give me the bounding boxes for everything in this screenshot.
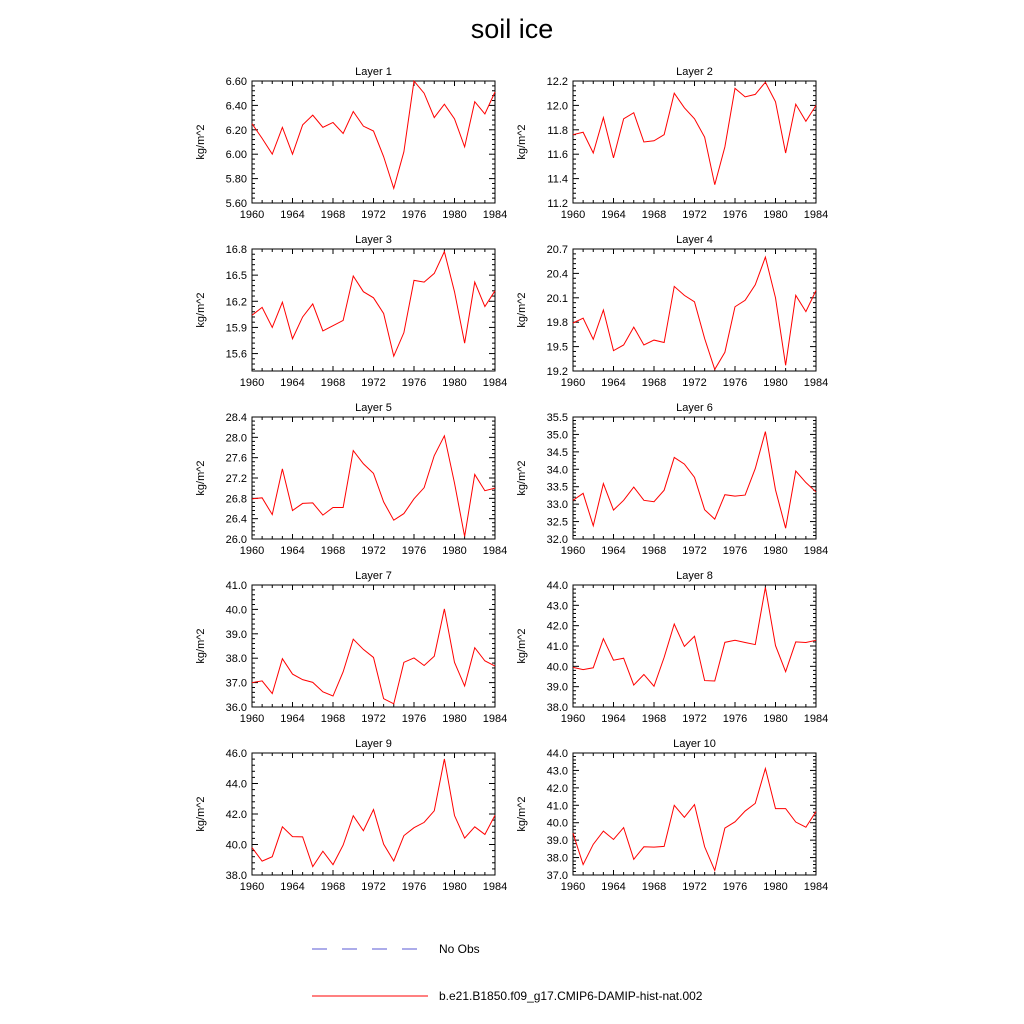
y-tick-label: 12.2 <box>546 76 568 88</box>
y-axis-label-layer-3: kg/m^2 <box>195 292 207 328</box>
x-tick-label: 1984 <box>803 377 829 389</box>
x-tick-label: 1968 <box>320 545 346 557</box>
y-tick-label: 33.5 <box>546 481 568 494</box>
y-tick-label: 11.6 <box>547 149 568 162</box>
y-tick-label: 43.0 <box>546 765 568 778</box>
y-tick-label: 11.2 <box>547 198 568 210</box>
x-tick-label: 1972 <box>682 713 707 725</box>
x-tick-label: 1968 <box>641 713 667 725</box>
y-axis-label-layer-2: kg/m^2 <box>516 124 528 160</box>
x-tick-label: 1972 <box>361 713 386 725</box>
series-line-layer-10 <box>573 769 816 871</box>
x-tick-label: 1960 <box>560 713 586 725</box>
y-tick-label: 44.0 <box>546 748 568 760</box>
panel-title-layer-2: Layer 2 <box>676 66 713 78</box>
panel-frame-layer-7 <box>252 585 495 707</box>
legend-model-label: b.e21.B1850.f09_g17.CMIP6-DAMIP-hist-nat.002 <box>439 989 703 1003</box>
x-tick-label: 1964 <box>280 377 305 389</box>
x-tick-label: 1976 <box>401 545 427 557</box>
y-tick-label: 27.6 <box>225 452 247 465</box>
x-tick-label: 1976 <box>401 713 427 725</box>
y-tick-label: 19.5 <box>546 341 568 354</box>
y-tick-label: 6.60 <box>225 76 247 88</box>
panel-frame-layer-8 <box>573 585 816 707</box>
y-tick-label: 44.0 <box>546 580 568 592</box>
x-tick-label: 1960 <box>239 545 265 557</box>
x-tick-label: 1964 <box>601 209 626 221</box>
x-tick-label: 1964 <box>280 545 305 557</box>
y-tick-label: 11.4 <box>547 173 568 186</box>
y-tick-label: 34.5 <box>546 446 568 459</box>
y-axis-label-layer-5: kg/m^2 <box>195 460 207 496</box>
x-tick-label: 1968 <box>320 377 346 389</box>
panel-frame-layer-4 <box>573 249 816 371</box>
x-tick-label: 1968 <box>320 209 346 221</box>
y-tick-label: 38.0 <box>546 702 568 714</box>
series-line-layer-9 <box>252 759 495 867</box>
x-tick-label: 1976 <box>722 377 748 389</box>
x-tick-label: 1980 <box>763 545 788 557</box>
x-tick-label: 1964 <box>601 545 626 557</box>
x-tick-label: 1984 <box>482 881 508 893</box>
series-line-layer-4 <box>573 257 816 369</box>
y-tick-label: 41.0 <box>225 580 247 592</box>
y-tick-label: 27.2 <box>225 473 247 485</box>
y-tick-label: 5.80 <box>225 173 247 186</box>
panel-frame-layer-9 <box>252 753 495 875</box>
y-tick-label: 35.0 <box>546 429 568 442</box>
x-tick-label: 1980 <box>442 209 467 221</box>
x-tick-label: 1984 <box>482 209 508 221</box>
y-tick-label: 40.0 <box>225 839 247 852</box>
y-tick-label: 41.0 <box>546 800 568 813</box>
panel-title-layer-8: Layer 8 <box>676 570 713 582</box>
x-tick-label: 1964 <box>601 377 626 389</box>
panel-frame-layer-1 <box>252 81 495 203</box>
x-tick-label: 1960 <box>239 881 265 893</box>
x-tick-label: 1972 <box>361 209 386 221</box>
y-tick-label: 26.8 <box>225 493 247 506</box>
x-tick-label: 1984 <box>803 713 829 725</box>
x-tick-label: 1984 <box>482 713 508 725</box>
series-line-layer-5 <box>252 436 495 537</box>
y-tick-label: 26.0 <box>225 534 247 546</box>
x-tick-label: 1964 <box>601 713 626 725</box>
y-tick-label: 20.7 <box>546 244 568 256</box>
x-tick-label: 1980 <box>763 881 788 893</box>
y-axis-label-layer-4: kg/m^2 <box>516 292 528 328</box>
series-line-layer-3 <box>252 252 495 357</box>
y-tick-label: 42.0 <box>225 809 247 821</box>
y-tick-label: 39.0 <box>546 681 568 694</box>
x-tick-label: 1968 <box>641 209 667 221</box>
x-tick-label: 1976 <box>401 377 427 389</box>
y-tick-label: 32.5 <box>546 516 568 529</box>
x-tick-label: 1960 <box>560 209 586 221</box>
x-tick-label: 1960 <box>560 881 586 893</box>
x-tick-label: 1972 <box>361 377 386 389</box>
y-tick-label: 15.9 <box>225 322 247 335</box>
y-tick-label: 20.4 <box>546 268 568 281</box>
y-tick-label: 6.00 <box>225 149 247 162</box>
x-tick-label: 1964 <box>280 209 305 221</box>
y-tick-label: 38.0 <box>225 870 247 882</box>
x-tick-label: 1960 <box>560 377 586 389</box>
x-tick-label: 1976 <box>401 209 427 221</box>
y-tick-label: 6.40 <box>225 100 247 113</box>
y-tick-label: 46.0 <box>225 748 247 760</box>
y-tick-label: 11.8 <box>547 124 568 137</box>
y-tick-label: 35.5 <box>546 412 568 424</box>
y-axis-label-layer-10: kg/m^2 <box>516 796 528 832</box>
y-tick-label: 15.6 <box>225 348 247 361</box>
y-axis-label-layer-6: kg/m^2 <box>516 460 528 496</box>
x-tick-label: 1972 <box>682 377 707 389</box>
y-tick-label: 36.0 <box>225 702 247 714</box>
y-tick-label: 34.0 <box>546 464 568 477</box>
x-tick-label: 1976 <box>722 713 748 725</box>
y-tick-label: 37.0 <box>225 677 247 690</box>
x-tick-label: 1968 <box>641 881 667 893</box>
page-title: soil ice <box>470 14 554 44</box>
x-tick-label: 1984 <box>803 209 829 221</box>
series-line-layer-7 <box>252 609 495 704</box>
y-axis-label-layer-8: kg/m^2 <box>516 628 528 664</box>
x-tick-label: 1964 <box>601 881 626 893</box>
panel-frame-layer-5 <box>252 417 495 539</box>
panel-title-layer-7: Layer 7 <box>355 570 392 582</box>
x-tick-label: 1972 <box>682 209 707 221</box>
series-line-layer-6 <box>573 432 816 529</box>
x-tick-label: 1968 <box>641 377 667 389</box>
y-axis-label-layer-9: kg/m^2 <box>195 796 207 832</box>
y-tick-label: 39.0 <box>225 628 247 641</box>
y-tick-label: 16.8 <box>225 244 247 256</box>
y-tick-label: 38.0 <box>546 852 568 865</box>
panel-title-layer-3: Layer 3 <box>355 234 392 246</box>
panel-title-layer-4: Layer 4 <box>676 234 713 246</box>
x-tick-label: 1968 <box>641 545 667 557</box>
x-tick-label: 1976 <box>722 881 748 893</box>
x-tick-label: 1980 <box>763 209 788 221</box>
y-tick-label: 40.0 <box>225 604 247 617</box>
x-tick-label: 1984 <box>803 545 829 557</box>
x-tick-label: 1960 <box>560 545 586 557</box>
x-tick-label: 1976 <box>401 881 427 893</box>
panel-title-layer-10: Layer 10 <box>673 738 716 750</box>
x-tick-label: 1976 <box>722 545 748 557</box>
x-tick-label: 1964 <box>280 881 305 893</box>
x-tick-label: 1972 <box>361 881 386 893</box>
y-tick-label: 42.0 <box>546 782 568 795</box>
y-tick-label: 28.0 <box>225 432 247 445</box>
y-tick-label: 32.0 <box>546 534 568 546</box>
y-tick-label: 6.20 <box>225 124 247 137</box>
y-tick-label: 16.5 <box>225 270 247 283</box>
x-tick-label: 1972 <box>682 881 707 893</box>
x-tick-label: 1984 <box>482 545 508 557</box>
x-tick-label: 1984 <box>803 881 829 893</box>
y-tick-label: 20.1 <box>546 292 568 305</box>
y-tick-label: 19.2 <box>546 366 568 378</box>
y-axis-label-layer-1: kg/m^2 <box>195 124 207 160</box>
x-tick-label: 1976 <box>722 209 748 221</box>
series-line-layer-8 <box>573 587 816 686</box>
panel-title-layer-6: Layer 6 <box>676 402 713 414</box>
x-tick-label: 1980 <box>763 377 788 389</box>
y-tick-label: 19.8 <box>546 317 568 330</box>
y-tick-label: 42.0 <box>546 620 568 633</box>
x-tick-label: 1960 <box>239 713 265 725</box>
x-tick-label: 1980 <box>442 713 467 725</box>
y-tick-label: 28.4 <box>225 412 247 424</box>
x-tick-label: 1960 <box>239 209 265 221</box>
x-tick-label: 1972 <box>361 545 386 557</box>
series-line-layer-1 <box>252 81 495 188</box>
y-tick-label: 41.0 <box>546 641 568 653</box>
y-tick-label: 26.4 <box>225 513 247 526</box>
x-tick-label: 1968 <box>320 713 346 725</box>
y-tick-label: 40.0 <box>546 817 568 830</box>
y-tick-label: 43.0 <box>546 600 568 613</box>
x-tick-label: 1972 <box>682 545 707 557</box>
panel-title-layer-5: Layer 5 <box>355 402 392 414</box>
x-tick-label: 1980 <box>442 377 467 389</box>
y-tick-label: 44.0 <box>225 778 247 791</box>
x-tick-label: 1968 <box>320 881 346 893</box>
y-tick-label: 33.0 <box>546 499 568 512</box>
panel-frame-layer-10 <box>573 753 816 875</box>
panel-title-layer-9: Layer 9 <box>355 738 392 750</box>
x-tick-label: 1980 <box>763 713 788 725</box>
y-tick-label: 37.0 <box>546 870 568 882</box>
y-tick-label: 12.0 <box>546 100 568 113</box>
legend-no-obs-label: No Obs <box>439 942 480 956</box>
y-tick-label: 39.0 <box>546 835 568 848</box>
x-tick-label: 1980 <box>442 881 467 893</box>
x-tick-label: 1960 <box>239 377 265 389</box>
x-tick-label: 1964 <box>280 713 305 725</box>
y-axis-label-layer-7: kg/m^2 <box>195 628 207 664</box>
y-tick-label: 5.60 <box>225 198 247 210</box>
y-tick-label: 40.0 <box>546 661 568 674</box>
series-line-layer-2 <box>573 82 816 184</box>
x-tick-label: 1980 <box>442 545 467 557</box>
y-tick-label: 38.0 <box>225 653 247 666</box>
panel-title-layer-1: Layer 1 <box>355 66 392 78</box>
x-tick-label: 1984 <box>482 377 508 389</box>
y-tick-label: 16.2 <box>225 296 247 309</box>
